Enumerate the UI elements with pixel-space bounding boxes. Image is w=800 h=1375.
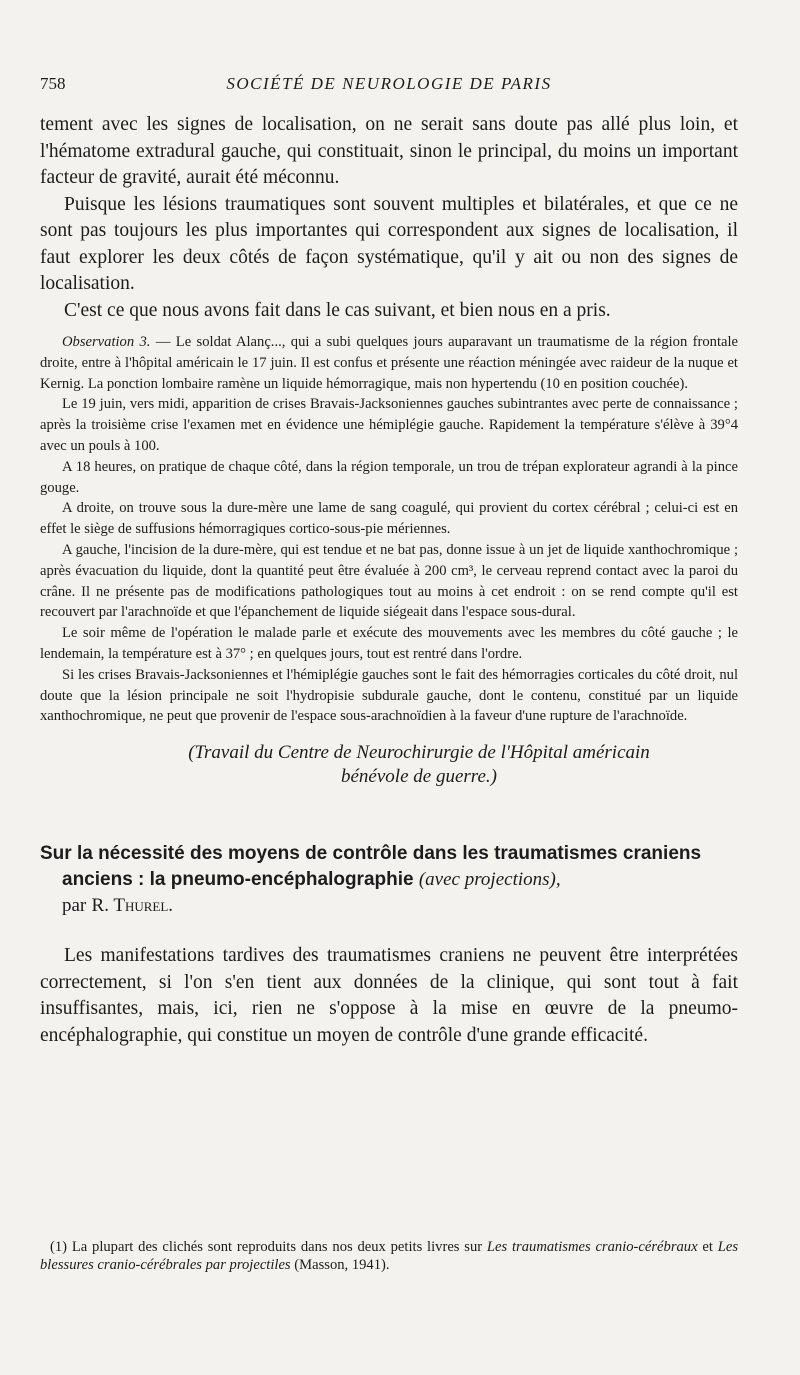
footnote [40,1238,738,1274]
attribution-line-1: (Travail du Centre de Neurochirurgie de l'Hôpital américain [188,742,650,764]
attribution-line-2: bénévole de guerre.) [341,766,497,788]
article-body [40,112,738,1049]
observation-paragraph-5: A gauche, l'incision de la dure-mère, qui est tendue et ne bat pas, donne issue à un jet de liquide xanthochromique ; après évacuation du liquide, dont la quantité peut être évaluée à 200 cm³, le cerveau reprend contact avec la paroi du crâne. Il ne présente pas de modifications pathologiques tout au moins à cet endroit : on se rend compte qu'il est recouvert par l'arachnoïde et que l'épanchement de liquide siégeait dans l'espace sous-dural. [40,541,738,621]
observation-block [40,332,738,727]
intro-paragraph-3: C'est ce que nous avons fait dans le cas suivant, et bien nous en a pris. [64,299,611,321]
intro-paragraph-1: tement avec les signes de localisation, on ne serait sans doute pas allé plus loin, et l'hématome extradural gauche, qui constituait, sinon le principal, du moins un important facteur de gravité, aurait été méconnu. [40,114,738,188]
observation-first-text: — Le soldat Alanç..., qui a subi quelques jours auparavant un traumatisme de la région frontale droite, entre à l'hôpital américain le 17 juin. Il est confus et présente une réaction méningée avec raideur de la nuque et Kernig. La ponction lombaire ramène un liquide hémorragique, mais non hypertendu (10 en position couchée). [40,334,739,392]
journal-title: SOCIÉTÉ DE NEUROLOGIE DE PARIS [226,74,552,93]
footnote-marker: (1) [50,1239,68,1255]
observation-paragraph-3: A 18 heures, on pratique de chaque côté, dans la région temporale, un trou de trépan explorateur agrandi à la pince gouge. [40,458,738,496]
footnote-text-a: La plupart des clichés sont reproduits dans nos deux petits livres sur [67,1239,487,1255]
section-note: (avec projections), [418,869,561,891]
section-title: Sur la nécessité des moyens de contrôle dans les traumatismes craniens anciens : la pneumo-encéphalographie [40,843,702,891]
footnote-title-b: Les blessures cranio-cérébrales par projectiles [40,1239,738,1273]
section-by: par [62,895,87,917]
footnote-title-a: Les traumatismes cranio-cérébraux [486,1239,698,1255]
section-paragraph: Les manifestations tardives des traumatismes craniens ne peuvent être interprétées correctement, si l'on s'en tient aux données de la clinique, qui sont tout à fait insuffisantes, mais, ici, rien ne s'oppose à la mise en œuvre de la pneumo-encéphalographie, qui constitue un moyen de contrôle d'une grande efficacité. [40,945,738,1046]
observation-paragraph-7: Si les crises Bravais-Jacksoniennes et l'hémiplégie gauches sont le fait des hémorragies corticales du côté droit, nul doute que la lésion principale ne soit l'hydropisie subdurale gauche, dont le contenu, constitué par un liquide xanthochromique, ne peut que provenir de l'espace sous-arachnoïdien à la faveur d'une rupture de l'arachnoïde. [40,666,738,725]
footnote-text-c: (Masson, 1941). [290,1257,390,1273]
attribution [100,741,738,789]
intro-paragraph-2: Puisque les lésions traumatiques sont souvent multiples et bilatérales, et que ce ne sont pas toujours les plus importantes qui correspondent aux signes de localisation, il faut explorer les deux côtés de façon systématique, qu'il y ait ou non des signes de localisation. [40,193,738,294]
section-heading [40,841,738,919]
observation-paragraph-2: Le 19 juin, vers midi, apparition de crises Bravais-Jacksoniennes gauches subintrantes avec perte de connaissance ; après la troisième crise l'examen met en évidence une hémiplégie gauche. Rapidement la température s'élève à 39°4 avec un pouls à 100. [40,396,738,454]
section-author: R. Thurel. [91,895,174,917]
observation-paragraph-1 [40,332,738,394]
page-number: 758 [40,74,66,93]
observation-paragraph-4: A droite, on trouve sous la dure-mère une lame de sang coagulé, qui provient du cortex cérébral ; celui-ci est en effet le siège de suffusions hémorragiques cortico-sous-pie mériennes. [40,500,738,538]
observation-paragraph-6: Le soir même de l'opération le malade parle et exécute des mouvements avec les membres du côté gauche ; le lendemain, la température est à 37° ; en quelques jours, tout est rentré dans l'ordre. [40,625,738,662]
observation-label: Observation 3. [62,334,151,350]
running-head [40,74,738,98]
footnote-text-b: et [697,1239,718,1255]
